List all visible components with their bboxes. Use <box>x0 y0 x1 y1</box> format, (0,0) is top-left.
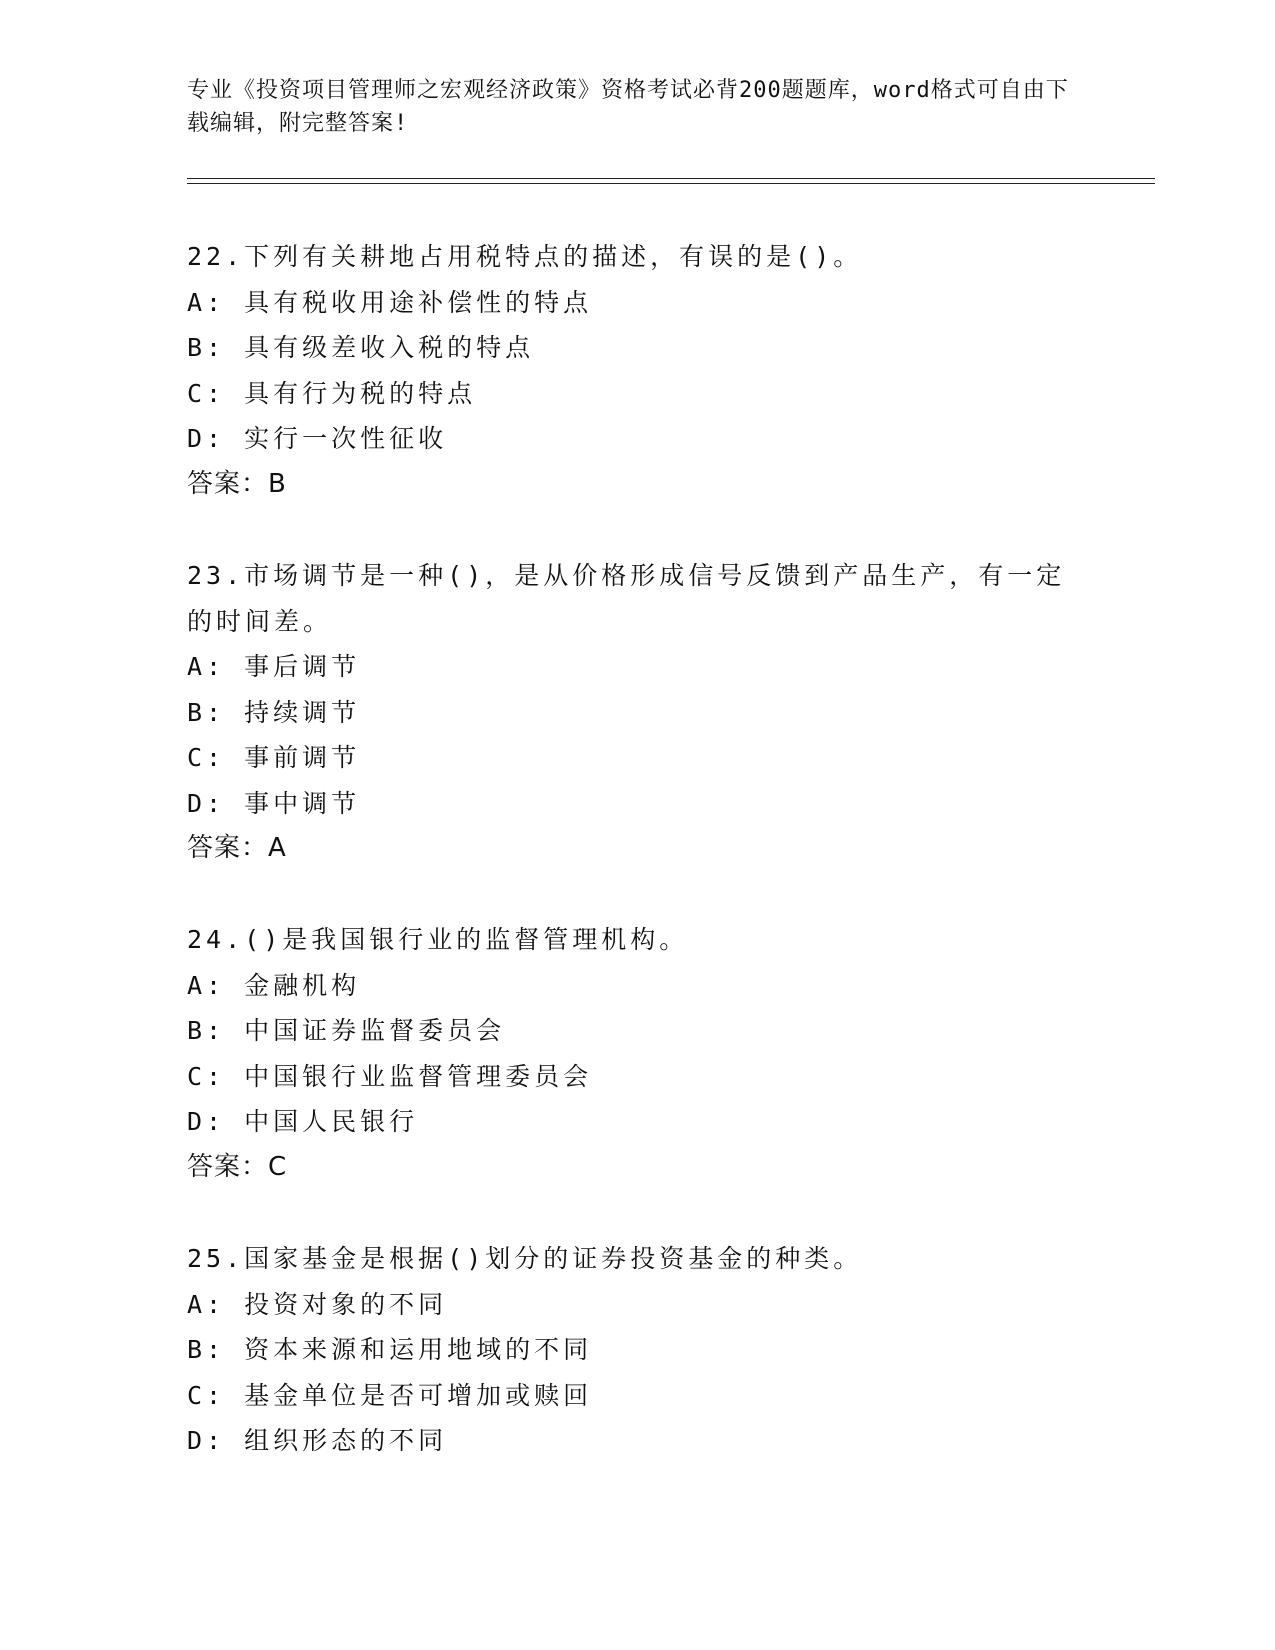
header-divider-top <box>187 178 1155 179</box>
question-23 <box>187 553 1087 872</box>
question-22 <box>187 234 1087 507</box>
option-b: B: 持续调节 <box>187 697 361 727</box>
option-b: B: 资本来源和运用地域的不同 <box>187 1335 593 1364</box>
answer: 答案：A <box>187 833 287 863</box>
answer: 答案：C <box>187 1151 288 1182</box>
option-c: C: 具有行为税的特点 <box>187 378 477 408</box>
question-text: 24.()是我国银行业的监督管理机构。 <box>187 925 689 954</box>
question-text: 22.下列有关耕地占用税特点的描述，有误的是()。 <box>187 242 863 271</box>
option-a: A: 投资对象的不同 <box>187 1289 448 1319</box>
option-a: A: 事后调节 <box>187 652 361 681</box>
document-header: 专业《投资项目管理师之宏观经济政策》资格考试必背200题题库，word格式可自由下载编辑，附完整答案! <box>187 78 1069 136</box>
option-c: C: 事前调节 <box>187 743 361 772</box>
question-text: 23.市场调节是一种()，是从价格形成信号反馈到产品生产，有一定的时间差。 <box>187 561 1066 636</box>
option-c: C: 中国银行业监督管理委员会 <box>187 1061 593 1091</box>
header-divider-bottom <box>187 183 1155 184</box>
option-d: D: 实行一次性征收 <box>187 424 448 453</box>
option-c: C: 基金单位是否可增加或赎回 <box>187 1380 593 1410</box>
option-b: B: 中国证券监督委员会 <box>187 1016 506 1045</box>
option-a: A: 具有税收用途补偿性的特点 <box>187 287 593 317</box>
option-d: D: 中国人民银行 <box>187 1107 419 1136</box>
question-24 <box>187 917 1087 1190</box>
question-25 <box>187 1236 1087 1464</box>
option-a: A: 金融机构 <box>187 970 361 1000</box>
question-text: 25.国家基金是根据()划分的证券投资基金的种类。 <box>187 1244 863 1273</box>
option-d: D: 事中调节 <box>187 788 361 818</box>
option-d: D: 组织形态的不同 <box>187 1426 448 1455</box>
option-b: B: 具有级差收入税的特点 <box>187 333 535 362</box>
answer: 答案：B <box>187 468 287 499</box>
